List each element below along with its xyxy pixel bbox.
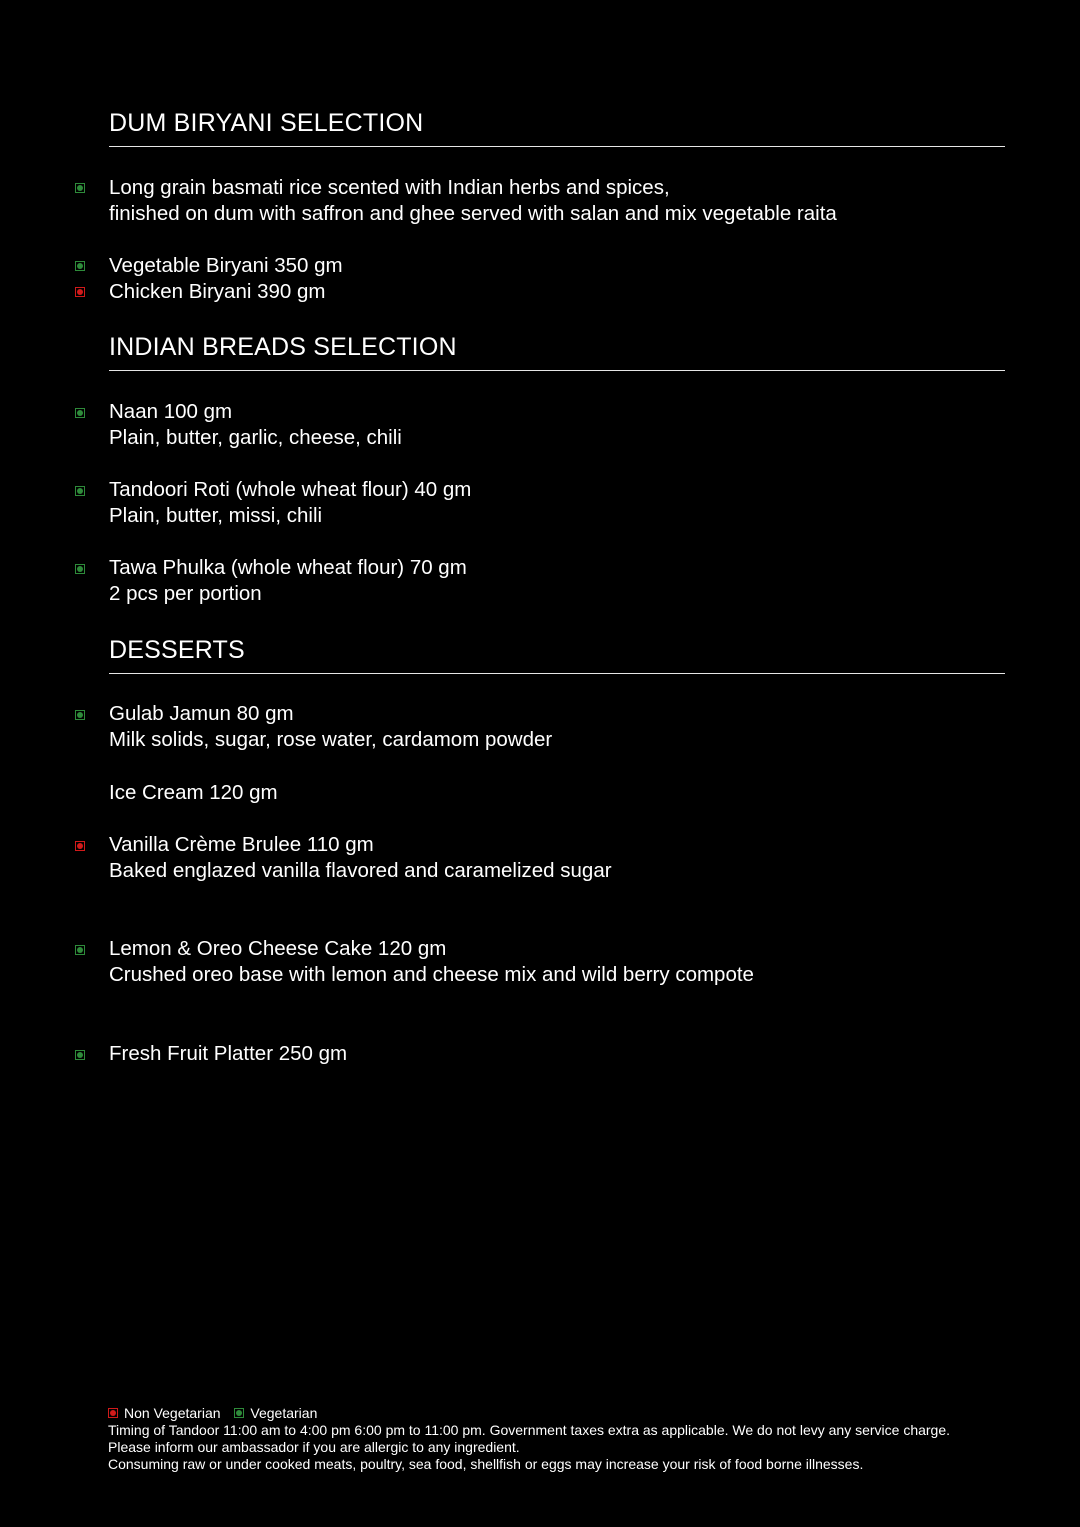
menu-item: [109, 555, 467, 607]
item-desc: Baked englazed vanilla flavored and caramelized sugar: [109, 859, 612, 882]
item-desc: Plain, butter, garlic, cheese, chili: [109, 426, 402, 449]
item-name: Lemon & Oreo Cheese Cake 120 gm: [109, 937, 447, 960]
footnote-line: Consuming raw or under cooked meats, poultry, sea food, shellfish or eggs may increase your risk of food borne illnesses.: [108, 1455, 864, 1472]
item-name: Vegetable Biryani 350 gm: [109, 254, 343, 277]
menu-item-description: [109, 175, 837, 227]
menu-item: [109, 701, 552, 753]
section-title: INDIAN BREADS SELECTION: [109, 332, 1005, 371]
veg-mark-icon: [75, 564, 85, 574]
item-name: Tawa Phulka (whole wheat flour) 70 gm: [109, 556, 467, 579]
legend-keys: [108, 1403, 950, 1422]
footnote-line: Timing of Tandoor 11:00 am to 4:00 pm 6:00 pm to 11:00 pm. Government taxes extra as applicable. We do not levy any service charge.: [108, 1421, 951, 1438]
non-veg-mark-icon: [108, 1408, 118, 1418]
non-veg-mark-icon: [75, 287, 85, 297]
menu-item: [109, 832, 612, 884]
section-title: DUM BIRYANI SELECTION: [109, 108, 1005, 147]
item-name: Vanilla Crème Brulee 110 gm: [109, 833, 374, 856]
section-desserts: [109, 635, 1005, 674]
legend-veg: [234, 1405, 317, 1422]
legend-label: Vegetarian: [250, 1404, 318, 1421]
item-name: Fresh Fruit Platter 250 gm: [109, 1042, 348, 1065]
item-desc: 2 pcs per portion: [109, 582, 262, 605]
item-line: finished on dum with saffron and ghee served with salan and mix vegetable raita: [109, 202, 837, 225]
legend-nonveg: [108, 1405, 221, 1422]
item-name: Chicken Biryani 390 gm: [109, 280, 326, 303]
menu-item: [109, 936, 754, 988]
footnote-line: Please inform our ambassador if you are allergic to any ingredient.: [108, 1438, 520, 1455]
item-name: Tandoori Roti (whole wheat flour) 40 gm: [109, 478, 472, 501]
section-breads: [109, 332, 1005, 371]
legend-label: Non Vegetarian: [124, 1404, 221, 1421]
section-title: DESSERTS: [109, 635, 1005, 674]
section-biryani: [109, 108, 1005, 147]
menu-item: [109, 780, 278, 806]
non-veg-mark-icon: [75, 841, 85, 851]
veg-mark-icon: [75, 408, 85, 418]
legend-footer: [108, 1403, 950, 1473]
item-desc: Milk solids, sugar, rose water, cardamom powder: [109, 728, 553, 751]
item-name: Gulab Jamun 80 gm: [109, 702, 294, 725]
menu-item: [109, 279, 326, 305]
item-name: Ice Cream 120 gm: [109, 781, 278, 804]
menu-item: [109, 477, 471, 529]
veg-mark-icon: [75, 945, 85, 955]
menu-item: [109, 1041, 347, 1067]
menu-item: [109, 253, 343, 279]
item-name: Naan 100 gm: [109, 400, 233, 423]
item-desc: Crushed oreo base with lemon and cheese mix and wild berry compote: [109, 963, 754, 986]
veg-mark-icon: [75, 261, 85, 271]
item-desc: Plain, butter, missi, chili: [109, 504, 323, 527]
veg-mark-icon: [234, 1408, 244, 1418]
veg-mark-icon: [75, 1050, 85, 1060]
veg-mark-icon: [75, 183, 85, 193]
veg-mark-icon: [75, 486, 85, 496]
item-line: Long grain basmati rice scented with Indian herbs and spices,: [109, 176, 670, 199]
menu-item: [109, 399, 402, 451]
veg-mark-icon: [75, 710, 85, 720]
